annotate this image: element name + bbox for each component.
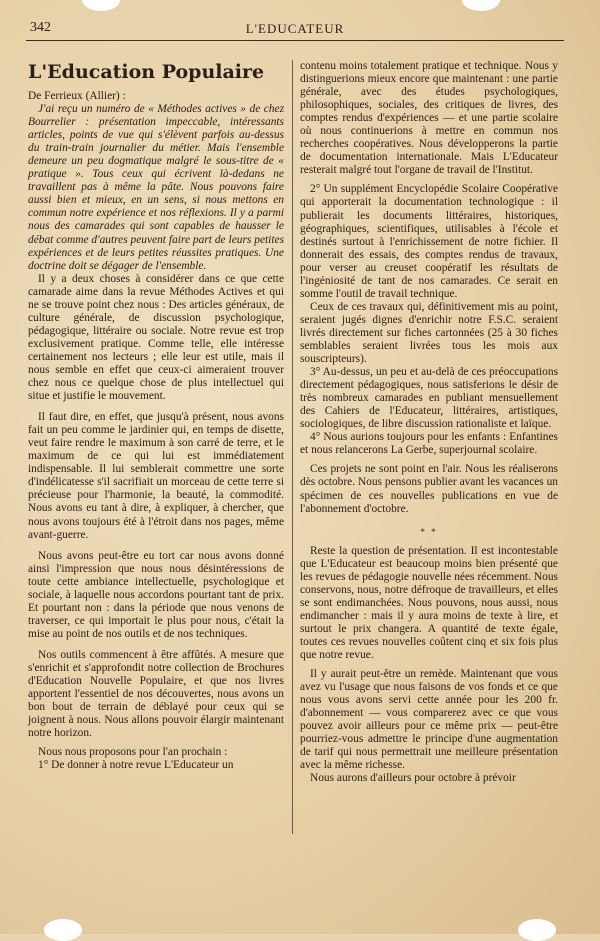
paragraph: Nous nous proposons pour l'an prochain : — [38, 746, 228, 759]
byline: De Ferrieux (Allier) : — [28, 90, 126, 102]
section-separator: * * — [420, 526, 438, 537]
paragraph: 2° Un supplément Encyclopédie Scolaire Coopérative qui apporterait la documentation technologique : il publierait les documents littéraires, historiques, géographiques, scientifiques, utilisables à l'école et destinés surtout à l'enrichissement de notre fichier. Il donnerait des essais, des comptes rendus de travaux, pour verser au creuset coopératif les résultats de l'ingéniosité de tant de nos camarades. Ce serait en somme l'outil de travail technique. — [300, 183, 558, 300]
paragraph: 4° Nous aurions toujours pour les enfants : Enfantines et nous relancerons La Gerbe, superjournal scolaire. — [300, 431, 558, 457]
punch-hole — [44, 919, 82, 941]
punch-hole — [518, 919, 556, 941]
page-number: 342 — [30, 20, 51, 35]
paragraph: contenu moins totalement pratique et technique. Nous y distinguerions mieux encore que maintenant : une partie générale, avec des études psychologiques, philosophiques, sociales, des critiques de livres, des comptes rendus d'expériences — et une partie scolaire où nous continuerions à mettre en commun nos recherches coopératives. Nous développerons la partie de documentation internationale. Mais L'Educateur resterait malgré tout l'organe de travail de l'Institut. — [300, 60, 558, 177]
left-column — [28, 60, 284, 772]
paragraph: 3° Au-dessus, un peu et au-delà de ces préoccupations directement pédagogiques, nous satisferions le désir de très nombreux camarades en publiant mensuellement des Cahiers de l'Educateur, littéraires, artistiques, sociologiques, de libre discussion rationaliste et laïque. — [300, 366, 558, 431]
paragraph: Nous avons peut-être eu tort car nous avons donné ainsi l'impression que nous nous désintéressions de toute cette ambiance intellectuelle, psychologique et sociale, à laquelle nous accordons pourtant tant de prix. Et pourtant non : dans la période que nous venons de traverser, ce qui importait le plus pour nous, c'était la mise au point de nos outils et de nos techniques. — [28, 549, 284, 640]
paragraph: Nous aurons d'ailleurs pour octobre à prévoir — [310, 772, 516, 785]
paragraph: Nos outils commencent à être affûtés. A mesure que s'enrichit et s'approfondit notre collection de Brochures d'Education Nouvelle Populaire, et que nos livres apportent l'essentiel de nos découvertes, nous avons un bon bout de terrain de déblayé pour ceux qui se joignent à nous. Nous allons pouvoir élargir maintenant notre horizon. — [28, 648, 284, 740]
paragraph: 1° De donner à notre revue L'Educateur un — [38, 759, 234, 772]
paragraph: Reste la question de présentation. Il est incontestable que L'Educateur est beaucoup moins bien présenté que les revues de pédagogie nouvelle nées récemment. Nous conservons, nous, notre défroque de travailleurs, et elles se sont endimanchées. Nous pouvons, nous aussi, nous endimancher : mais il y aura moins de texte à lire, et surtout le prix changera. A quantité de texte égale, toutes ces revues nouvelles coûtent cinq et six fois plus que notre revue. — [300, 544, 558, 662]
paragraph: Ceux de ces travaux qui, définitivement mis au point, seraient jugés dignes d'enrichir notre F.S.C. seraient livrés directement sur fiches cartonnées (25 à 30 fiches semblables seraient livrées tous les mois aux souscripteurs). — [300, 300, 558, 366]
article-title: L'Education Populaire — [28, 61, 265, 83]
paragraph: Il faut dire, en effet, que jusqu'à présent, nous avons fait un peu comme le jardinier qui, en temps de disette, veut faire rendre le maximum à son carré de terre, et le maximum de ce qui lui est immédiatement indispensable. Il lui semblerait commettre une sorte d'indélicatesse s'il sacrifiait un morceau de cette terre si précieuse pour l'harmonie, la beauté, la commodité. Nous avons eu tant à dire, à expliquer, à chercher, que nous avons toujours été à l'étroit dans nos pages, même avant-guerre. — [28, 411, 284, 541]
punch-hole — [82, 0, 120, 11]
right-column — [300, 60, 558, 785]
punch-hole — [462, 0, 500, 11]
column-divider — [292, 60, 293, 834]
running-title: L'EDUCATEUR — [245, 21, 345, 36]
paragraph: Ces projets ne sont point en l'air. Nous les réaliserons dès octobre. Nous pensons publier avant les vacances un spécimen de ces nouvelles publications en vue de l'abonnement d'octobre. — [300, 463, 558, 515]
paragraph: Il y a deux choses à considérer dans ce que cette camarade aime dans la revue Méthodes Actives et qui ne se trouve point chez nous : Des articles généraux, de culture générale, de discussion psychologique, pédagogique, littéraire ou sociale. Notre revue est trop exclusivement pratique. Comme telle, elle intéresse certainement nos lecteurs ; elle leur est utile, mais il nous semble en effet que ceux-ci aimeraient trouver chez nous ce quelque chose de plus intellectuel qui situe et justifie le mouvement. — [28, 272, 284, 403]
running-header — [26, 20, 564, 41]
paragraph: Il y aurait peut-être un remède. Maintenant que vous avez vu l'usage que nous faisons de vos fonds et ce que nous vous avons servi cette année pour les 200 fr. d'abonnement — vous comparerez avec ce que vous pouvez avoir ailleurs pour ce même prix — peut-être pourriez-vous admettre le principe d'une augmentation de tarif qui nous permettrait une meilleure présentation avec la même richesse. — [300, 668, 558, 772]
paragraph: J'ai reçu un numéro de « Méthodes actives » de chez Bourrelier : présentation impeccable, intéressants articles, points de vue qui s'élèvent parfois au-dessus du train-train journalier du métier. Mais l'ensemble demeure un peu dogmatique malgré le sous-titre de « pratique ». Tous ceux qui écrivent là-dedans ne travaillent pas à même la pâte. Nous pouvons faire aussi bien et mieux, en un sens, si nous mettons en commun notre expérience et nos réflexions. Il y a parmi nous des camarades qui sont capables de hausser le débat comme d'autres peuvent faire part de leurs petites expériences et de leurs petites réussites pratiques. Une doctrine doit se dégager de l'ensemble. — [28, 103, 284, 272]
